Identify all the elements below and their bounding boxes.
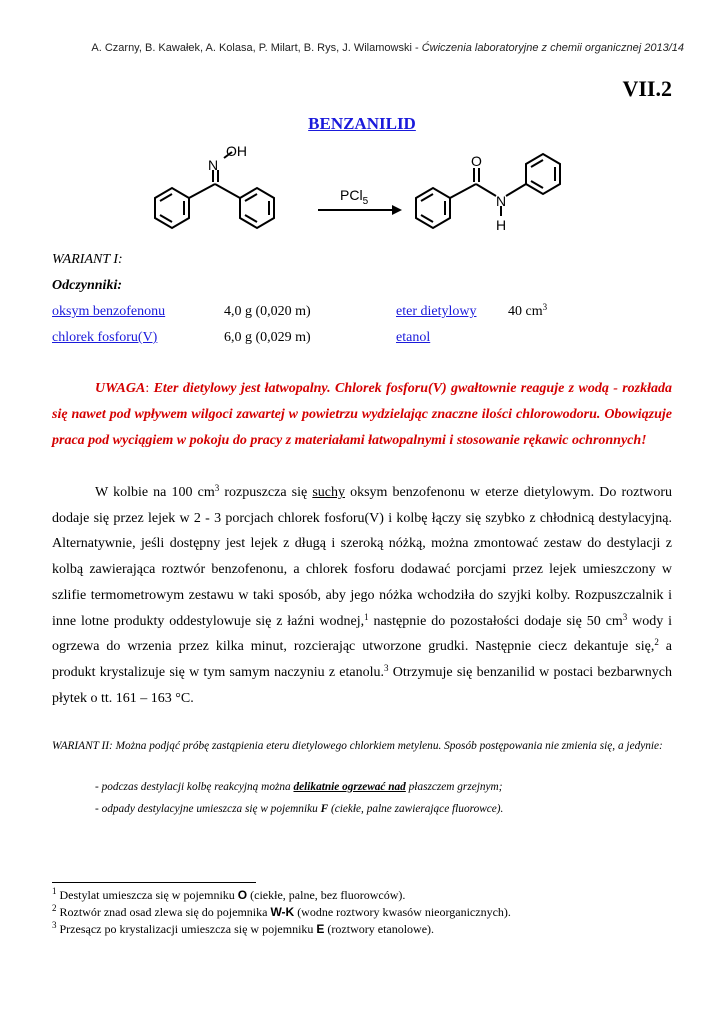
footnote-1 <box>52 888 405 903</box>
variant-2-bullet-1 <box>95 781 502 793</box>
proc-sup-2: 3 <box>622 611 628 622</box>
reagent-label <box>340 187 369 207</box>
variant-2-paragraph: WARIANT II: Można podjąć próbę zastąpienia eteru dietylowego chlorkiem metylenu. Sposób postępowania nie zmienia się, a jedynie: <box>52 740 663 752</box>
reagent-amount-pcl5: 6,0 g (0,029 m) <box>224 330 311 345</box>
reagent-amount-ether <box>508 304 547 320</box>
footnote-2-text: Roztwór znad osad zlewa się do pojemnika <box>56 905 271 919</box>
footnote-3-text-end: (roztwory etanolowe). <box>324 922 435 936</box>
product-hydrogen-label: H <box>496 217 507 233</box>
page-title: BENZANILID <box>308 114 416 133</box>
section-number: VII.2 <box>622 76 672 101</box>
reagent-link-pcl5[interactable]: chlorek fosforu(V) <box>52 330 158 345</box>
reagent-subscript: 5 <box>362 196 369 207</box>
proc-sup-1: 3 <box>214 483 220 493</box>
safety-warning <box>52 376 672 454</box>
variant-2-bullet-2 <box>95 803 503 815</box>
variant-1-heading: WARIANT I: <box>52 252 123 267</box>
warning-separator: : <box>145 381 154 396</box>
reaction-arrowhead <box>392 205 402 215</box>
reagent-link-ether[interactable]: eter dietylowy <box>396 304 477 319</box>
footnote-1-text: Destylat umieszcza się w pojemniku <box>56 888 238 902</box>
reactant-nitrogen-label: N <box>208 157 219 173</box>
warning-label: UWAGA <box>95 381 146 396</box>
footnote-ref-2: 2 <box>654 637 659 648</box>
footnote-2 <box>52 905 511 920</box>
footnote-3 <box>52 922 434 937</box>
footnote-ref-1: 1 <box>364 611 369 622</box>
bullet-1-text-end: płaszczem grzejnym; <box>405 781 503 793</box>
footnote-3-container: E <box>316 922 325 936</box>
footnote-2-container: W-K <box>270 905 295 919</box>
ether-amount-unit-sup: 3 <box>542 302 548 312</box>
product-oxygen-label: O <box>471 153 482 169</box>
bullet-2-text-end: (ciekłe, palne zawierające fluorowce). <box>328 803 504 815</box>
proc-text-6: a produkt krystalizuje się w tym samym naczyniu z etanolu. <box>52 639 672 680</box>
reagent-link-ethanol[interactable]: etanol <box>396 330 431 345</box>
footnote-2-text-end: (wodne roztwory kwasów nieorganicznych). <box>294 905 511 919</box>
proc-text-7: Otrzymuje się benzanilid w postaci bezbarwnych płytek o tt. 161 – 163 °C. <box>52 664 672 706</box>
reagent-link-oxime[interactable]: oksym benzofenonu <box>52 304 166 319</box>
footnote-separator <box>52 882 256 883</box>
proc-text-1: W kolbie na 100 cm <box>95 485 215 500</box>
footnote-2-number: 2 <box>52 903 57 913</box>
footnote-1-number: 1 <box>52 886 57 896</box>
header-authors: A. Czarny, B. Kawałek, A. Kolasa, P. Milart, B. Rys, J. Wilamowski - <box>91 42 422 54</box>
ether-amount-value: 40 cm <box>508 304 543 319</box>
reaction-scheme <box>140 136 590 248</box>
proc-text-4: następnie do pozostałości dodaje się 50 cm <box>368 613 623 629</box>
proc-text-3: oksym benzofenonu w eterze dietylowym. Do roztworu dodaje się przez lejek w 2 - 3 porcjach chlorek fosforu(V) i kolbę łączy się szybko z chłodnicą destylacyjną. Alternatywnie, jeśli dostępny jest lejek z długą i szeroką nóżką, można zmontować zestaw do destylacji z kolbą zawierająca roztwór benzofenonu, a chlorek fosforu dodawać porcjami przez lejek umieszczony w szlifie termometrowym zestawu w taki sposób, aby jego nóżka wchodziła do szyjki kolby. Rozpuszczalnik i inne lotne produkty oddestylowuje się z łaźni wodnej, <box>52 485 672 629</box>
reagents-heading: Odczynniki: <box>52 278 122 293</box>
reagent-formula: PCl <box>340 187 363 203</box>
procedure-paragraph <box>52 480 672 711</box>
warning-text: Eter dietylowy jest łatwopalny. Chlorek fosforu(V) gwałtownie reaguje z wodą - rozkłada się nawet pod wpływem wilgoci zawartej w powietrzu wydzielając znaczne ilości chlorowodoru. Obowiązuje praca pod wyciągiem w pokoju do pracy z materiałami łatwopalnymi i stosowanie rękawic ochronnych! <box>52 381 673 448</box>
proc-underlined-dry: suchy <box>312 485 345 500</box>
running-header <box>40 42 684 54</box>
bullet-2-container-code: F <box>320 803 329 815</box>
footnote-3-number: 3 <box>52 920 57 930</box>
bullet-2-text: - odpady destylacyjne umieszcza się w pojemniku <box>95 803 321 815</box>
footnote-1-container: O <box>237 888 248 902</box>
header-book-title: Ćwiczenia laboratoryjne z chemii organicznej 2013/14 <box>421 42 684 54</box>
bullet-1-emphasis: delikatnie ogrzewać nad <box>293 781 406 793</box>
footnote-3-text: Przesącz po krystalizacji umieszcza się w pojemniku <box>56 922 317 936</box>
footnote-1-text-end: (ciekłe, palne, bez fluorowców). <box>247 888 406 902</box>
bullet-1-text: - podczas destylacji kolbę reakcyjną można <box>95 781 294 793</box>
product-nitrogen-label: N <box>496 193 507 209</box>
proc-text-2: rozpuszcza się <box>219 485 313 500</box>
reagent-amount-oxime: 4,0 g (0,020 m) <box>224 304 311 319</box>
proc-text-5: wody i ogrzewa do wrzenia przez kilka minut, rozcierając utworzone grudki. Następnie ciecz dekantuje się, <box>52 613 672 655</box>
reactant-hydroxyl-label: OH <box>226 143 247 159</box>
footnote-ref-3: 3 <box>384 662 389 673</box>
